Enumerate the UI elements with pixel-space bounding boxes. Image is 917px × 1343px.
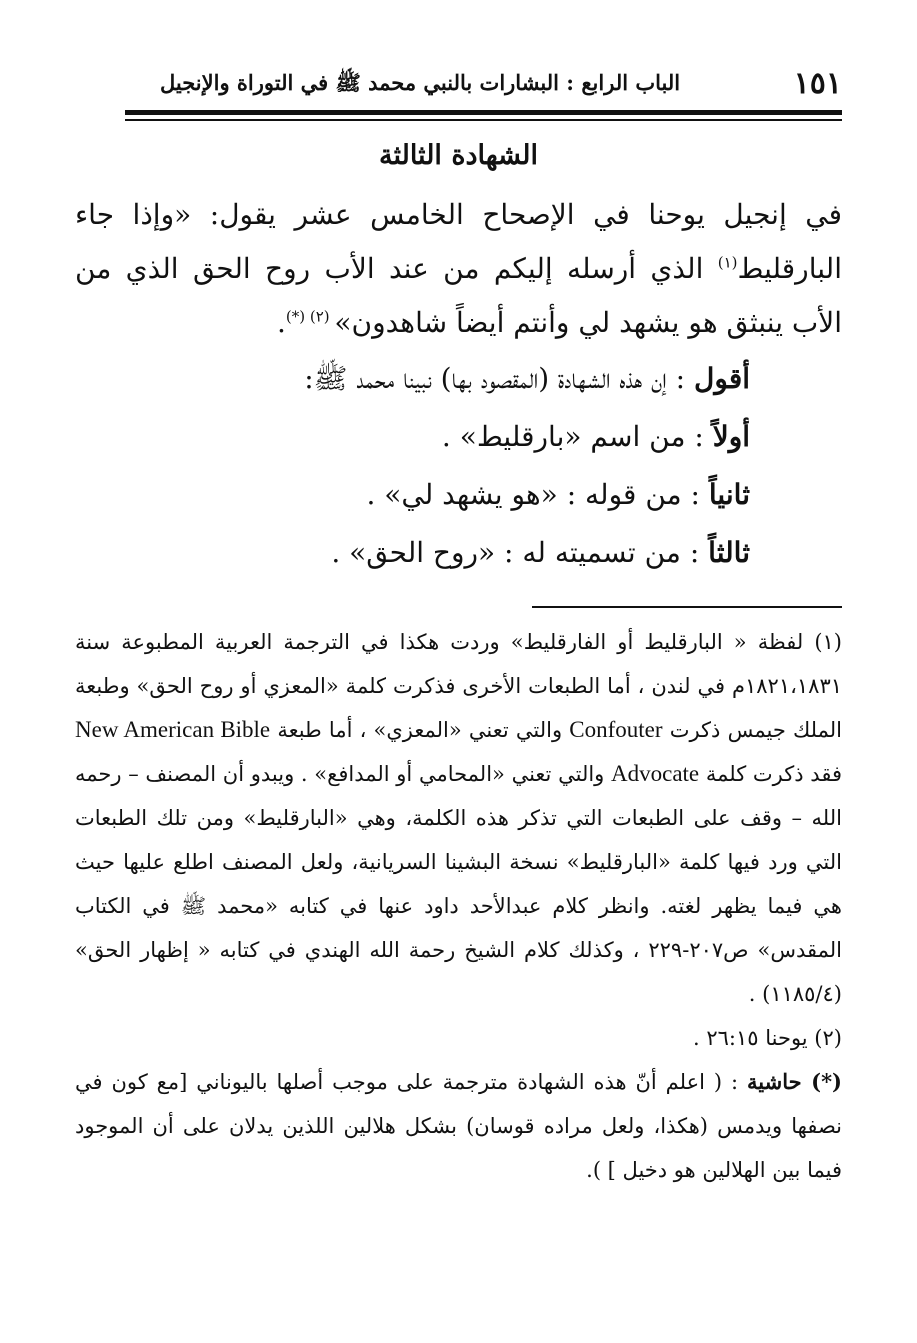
footnote-1 [75, 620, 842, 1016]
footnote-2: (٢) يوحنا ٢٦:١٥ . [692, 1026, 842, 1050]
header-rule-thin [125, 119, 842, 121]
footnote-1-text-b: والتي تعني «المعزي» ، أما طبعة [270, 718, 570, 742]
main-text-part3: . [276, 306, 286, 339]
point-first-label: أولاً [712, 420, 750, 453]
section-title: الشهادة الثالثة [378, 140, 538, 171]
page-header [160, 66, 842, 106]
footnote-3-label: (*) حاشية [747, 1069, 842, 1094]
footnote-1-english-1: Confouter [569, 717, 663, 742]
point-first [75, 408, 750, 466]
footnote-ref-1: (١) [717, 253, 738, 272]
point-intro-text: : إن هذه الشهادة (المقصود بها) نبينا محمد ﷺ: [304, 362, 695, 395]
footnote-1-text-c: فقد ذكرت كلمة [699, 762, 842, 786]
footnote-3-text: : ( اعلم أنّ هذه الشهادة مترجمة على موجب أصلها باليوناني [مع كون في نصفها ويدمس (هكذا، ولعل مراده قوسان) بشكل هلالين اللذين يدلان على أن الموجود فيما بين الهلالين هو دخيل ] ). [75, 1070, 842, 1182]
point-intro-label: أقول [694, 362, 750, 395]
footnote-1-text-a: (١) لفظة « البارقليط أو الفارقليط» وردت هكذا في الترجمة العربية المطبوعة سنة ١٨٢١،١٨٣١م في لندن ، أما الطبعات الأخرى فذكرت كلمة «المعزي أو روح الحق» وطبعة الملك جيمس ذكرت [75, 630, 842, 742]
footnote-1-text-d: والتي تعني «المحامي أو المدافع» . ويبدو أن المصنف – رحمه الله – وقف على الطبعات التي تذكر هذه الكلمة، وهي «البارقليط» ومن تلك الطبعات التي ورد فيها كلمة «البارقليط» نسخة البشينا السريانية، ولعل المصنف اطلع عليها حيث هي فيما يظهر لغته. وانظر كلام عبدالأحد داود عنها في كتابه «محمد ﷺ في الكتاب المقدس» ص٢٠٧-٢٢٩ ، وكذلك كلام الشيخ رحمة الله الهندي في كتابه « إظهار الحق» (١١٨٥/٤) . [75, 762, 842, 1006]
footnote-ref-2: (٢) (*) [285, 307, 335, 326]
point-third-text: : من تسميته له : «روح الحق» . [331, 536, 709, 569]
footnote-separator [532, 606, 842, 608]
footnote-1-english-2: New American Bible [75, 717, 271, 742]
points-list [75, 350, 750, 582]
point-second-label: ثانياً [708, 478, 750, 511]
point-first-text: : من اسم «بارقليط» . [441, 420, 713, 453]
page-number: ١٥١ [793, 66, 842, 101]
header-rule-thick [125, 110, 842, 115]
main-text-part2: الذي أرسله إليكم من عند الأب روح الحق الذي من الأب ينبثق هو يشهد لي وأنتم أيضاً شاهدون» [75, 252, 842, 339]
point-second [75, 466, 750, 524]
running-title: الباب الرابع : البشارات بالنبي محمد ﷺ في التوراة والإنجيل [160, 70, 681, 95]
point-third-label: ثالثاً [708, 536, 750, 569]
main-paragraph [75, 188, 842, 350]
main-text-part1: في إنجيل يوحنا في الإصحاح الخامس عشر يقول: «وإذا جاء البارقليط [75, 198, 842, 285]
point-intro [75, 350, 750, 408]
footnotes [75, 620, 842, 1192]
footnote-3 [75, 1060, 842, 1192]
point-third [75, 524, 750, 582]
point-second-text: : من قوله : «هو يشهد لي» . [366, 478, 709, 511]
footnote-1-english-3: Advocate [611, 761, 700, 786]
